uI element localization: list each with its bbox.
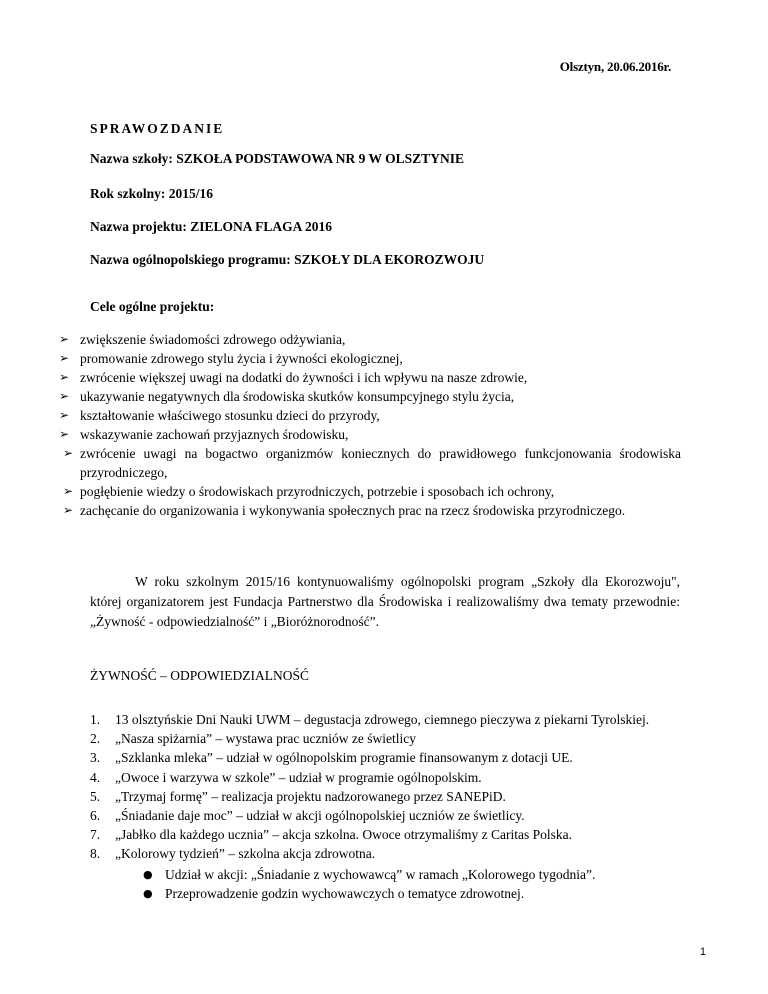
arrow-bullet-icon: ➢ bbox=[58, 332, 70, 346]
goal-item: ➢ zwiększenie świadomości zdrowego odżywiania, bbox=[56, 330, 681, 349]
activity-item: 2. „Nasza spiżarnia” – wystawa prac uczniów ze świetlicy bbox=[90, 731, 416, 747]
sub-activity-item: ● Przeprowadzenie godzin wychowawczych o tematyce zdrowotnej. bbox=[143, 884, 703, 903]
arrow-bullet-icon: ➢ bbox=[62, 446, 74, 460]
activity-item: 8. „Kolorowy tydzień” – szkolna akcja zdrowotna. bbox=[90, 846, 376, 862]
goal-item: ➢ zachęcanie do organizowania i wykonywania społecznych prac na rzecz środowiska przyrodniczego. bbox=[56, 501, 681, 520]
goals-heading: Cele ogólne projektu: bbox=[90, 299, 215, 314]
goal-item: ➢ ukazywanie negatywnych dla środowiska skutków konsumpcyjnego stylu życia, bbox=[56, 387, 681, 406]
sub-activities-list bbox=[143, 865, 703, 903]
goal-item: ➢ promowanie zdrowego stylu życia i żywności ekologicznej, bbox=[56, 349, 681, 368]
bullet-dot-icon: ● bbox=[143, 887, 153, 901]
program-name: Nazwa ogólnopolskiego programu: SZKOŁY DLA EKOROZWOJU bbox=[90, 252, 485, 267]
section-heading: ŻYWNOŚĆ – ODPOWIEDZIALNOŚĆ bbox=[90, 668, 309, 683]
school-name: Nazwa szkoły: SZKOŁA PODSTAWOWA NR 9 W OLSZTYNIE bbox=[90, 151, 464, 166]
activity-item: 5. „Trzymaj formę” – realizacja projektu nadzorowanego przez SANEPiD. bbox=[90, 788, 506, 804]
activity-item: 7. „Jabłko dla każdego ucznia” – akcja szkolna. Owoce otrzymaliśmy z Caritas Polska. bbox=[90, 827, 572, 843]
arrow-bullet-icon: ➢ bbox=[58, 370, 70, 384]
goal-item: ➢ zwrócenie większej uwagi na dodatki do żywności i ich wpływu na nasze zdrowie, bbox=[56, 368, 681, 387]
activity-item: 3. „Szklanka mleka” – udział w ogólnopolskim programie finansowanym z dotacji UE. bbox=[90, 750, 573, 766]
activity-item: 4. „Owoce i warzywa w szkole” – udział w programie ogólnopolskim. bbox=[90, 769, 482, 785]
arrow-bullet-icon: ➢ bbox=[58, 351, 70, 365]
document-title: SPRAWOZDANIE bbox=[90, 121, 225, 136]
document-date: Olsztyn, 20.06.2016r. bbox=[559, 59, 671, 74]
arrow-bullet-icon: ➢ bbox=[62, 503, 74, 517]
bullet-dot-icon: ● bbox=[143, 868, 153, 881]
page-number: 1 bbox=[699, 946, 706, 958]
arrow-bullet-icon: ➢ bbox=[58, 408, 70, 422]
activity-item: 6. „Śniadanie daje moc” – udział w akcji ogólnopolskiej uczniów ze świetlicy. bbox=[90, 808, 525, 824]
goal-item: ➢ zwrócenie uwagi na bogactwo organizmów koniecznych do prawidłowego funkcjonowania środowiska przyrodniczego, bbox=[56, 444, 681, 482]
intro-paragraph: W roku szkolnym 2015/16 kontynuowaliśmy ogólnopolski program „Szkoły dla Ekorozwoju", której organizatorem jest Fundacja Partnerstwo dla Środowiska i realizowaliśmy dwa tematy przewodnie: „Żywność - odpowiedzialność” i „Bioróżnorodność”. bbox=[90, 574, 680, 629]
sub-activity-item: ● Udział w akcji: „Śniadanie z wychowawcą” w ramach „Kolorowego tygodnia”. bbox=[143, 865, 703, 884]
arrow-bullet-icon: ➢ bbox=[62, 484, 74, 498]
goal-item: ➢ wskazywanie zachowań przyjaznych środowisku, bbox=[56, 425, 681, 444]
goal-item: ➢ pogłębienie wiedzy o środowiskach przyrodniczych, potrzebie i sposobach ich ochrony, bbox=[56, 482, 681, 501]
goals-list bbox=[56, 330, 681, 520]
arrow-bullet-icon: ➢ bbox=[58, 427, 70, 441]
activities-list bbox=[90, 710, 682, 864]
goal-item: ➢ kształtowanie właściwego stosunku dzieci do przyrody, bbox=[56, 406, 681, 425]
school-year: Rok szkolny: 2015/16 bbox=[90, 186, 214, 201]
arrow-bullet-icon: ➢ bbox=[58, 389, 70, 403]
project-name: Nazwa projektu: ZIELONA FLAGA 2016 bbox=[90, 219, 333, 234]
activity-item: 1. 13 olsztyńskie Dni Nauki UWM – degustacja zdrowego, ciemnego pieczywa z piekarni Tyrolskiej. bbox=[90, 712, 650, 727]
